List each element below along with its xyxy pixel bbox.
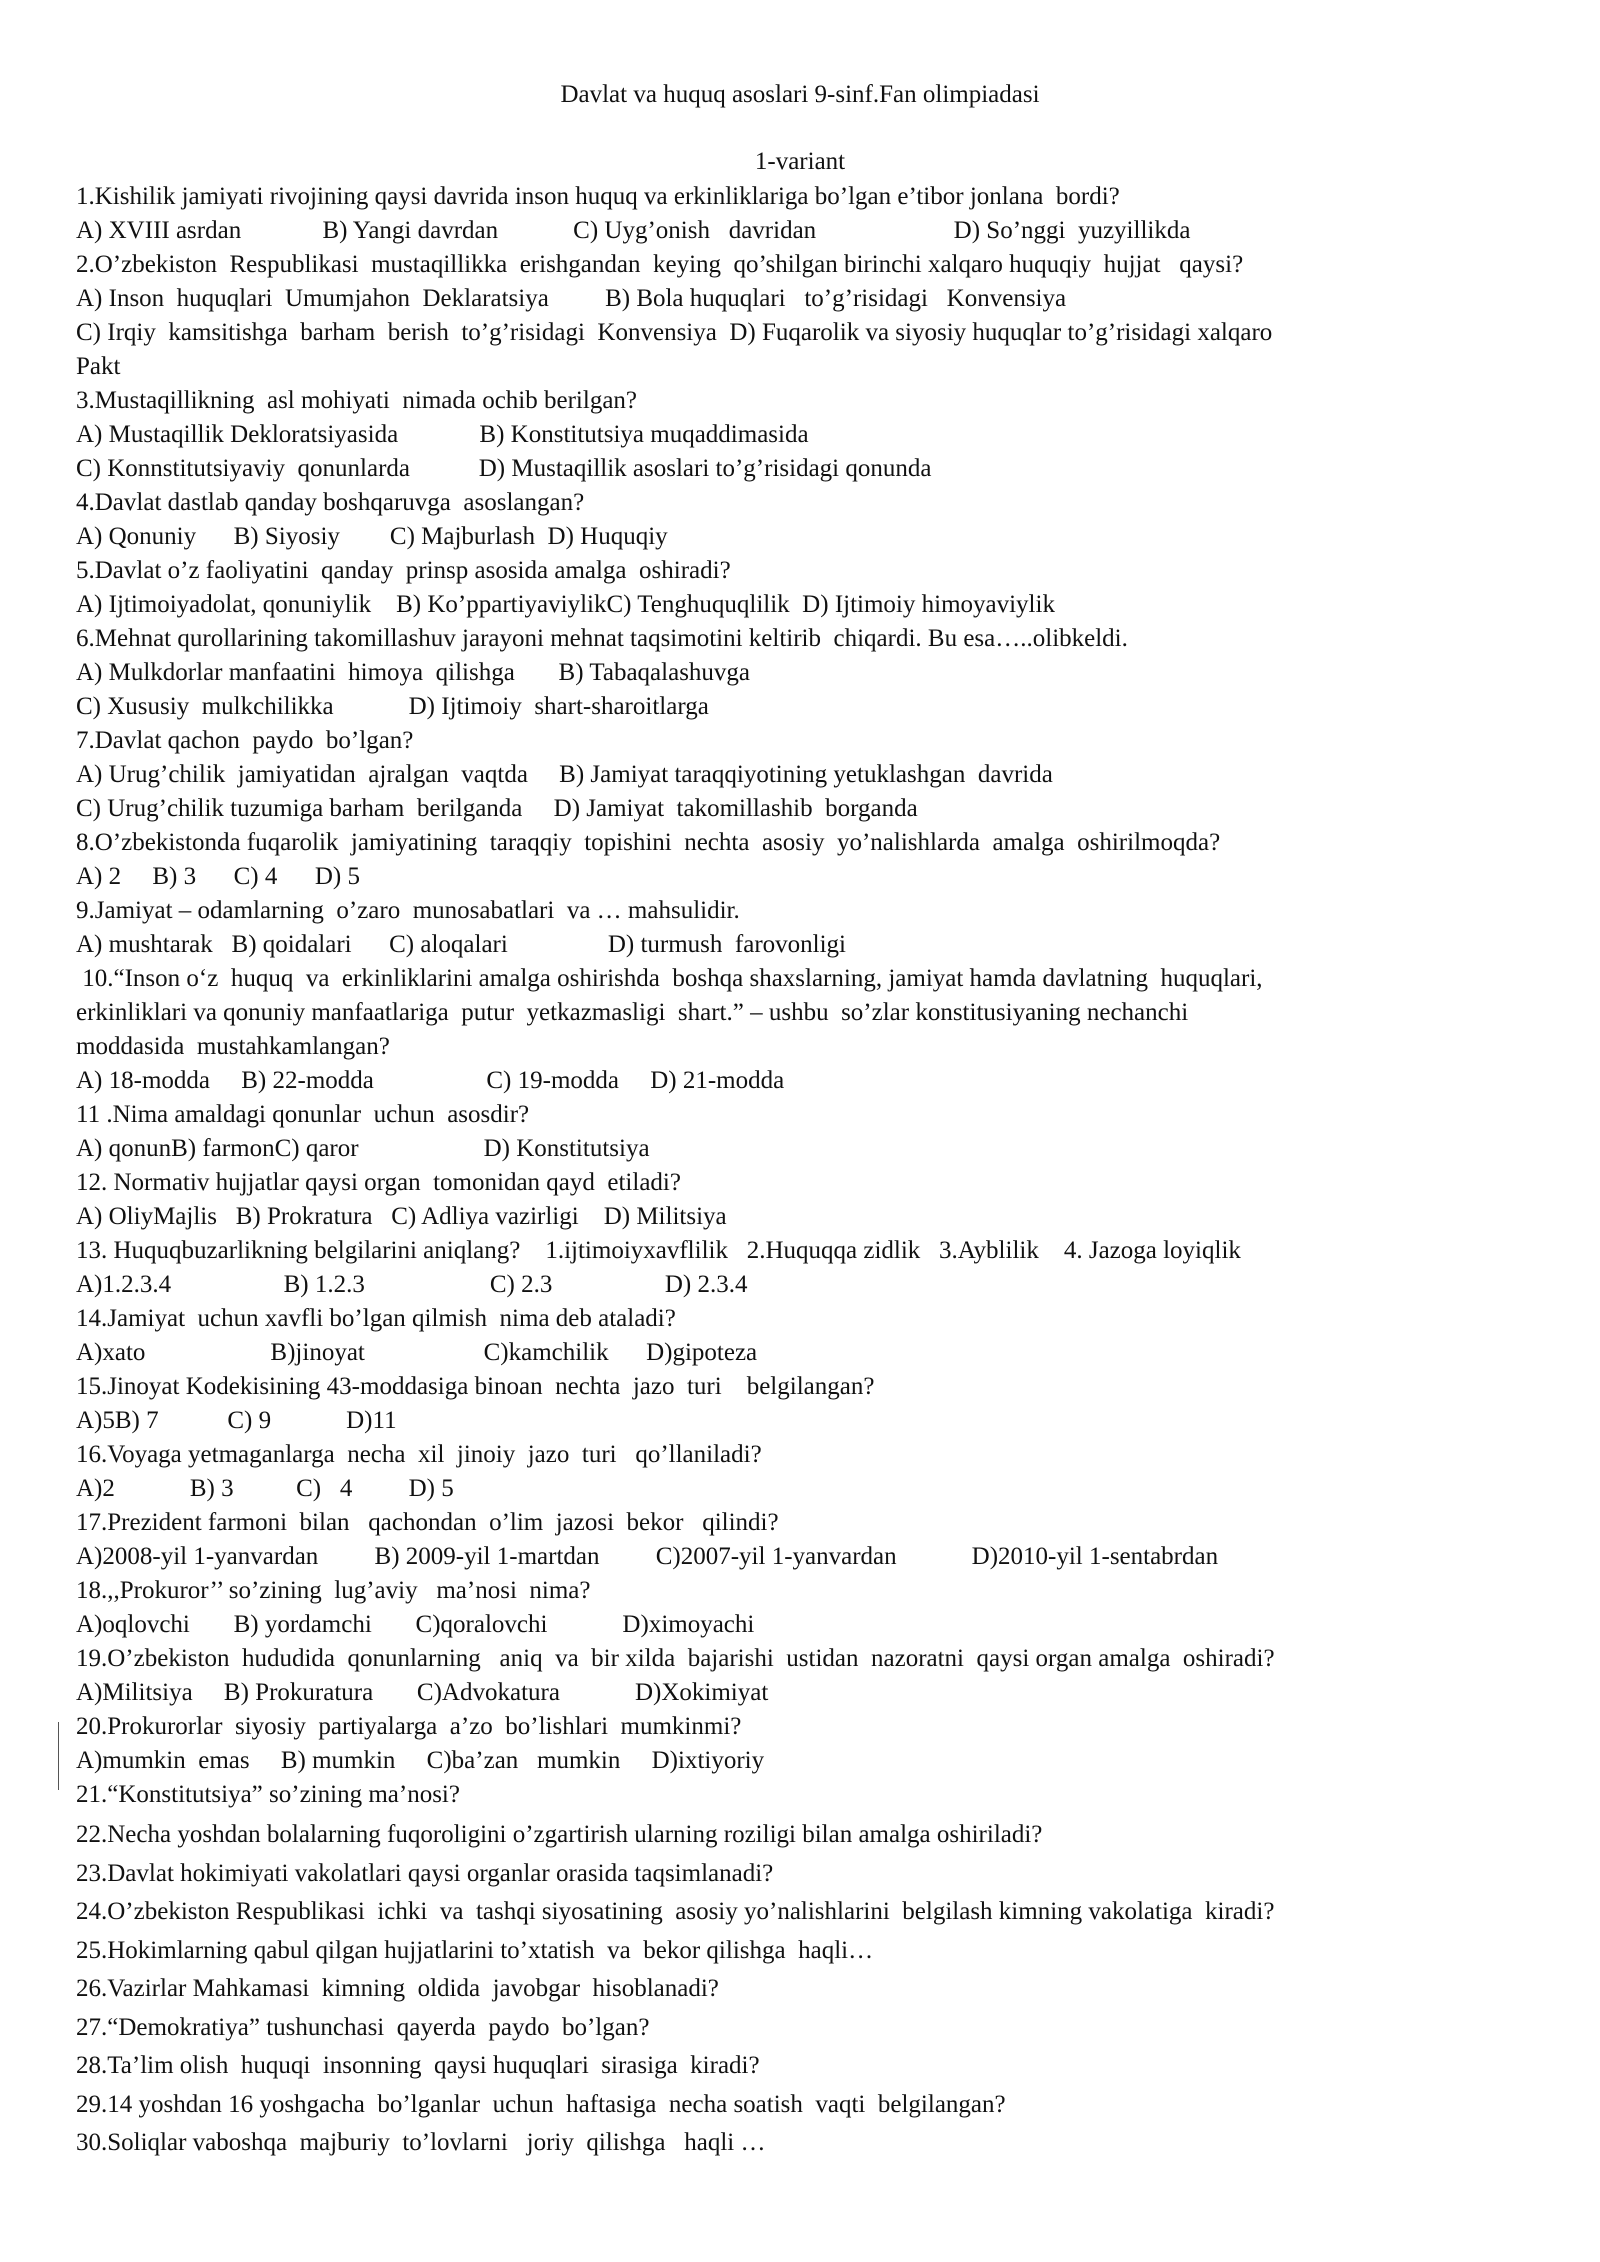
text-line: C) Urug’chilik tuzumiga barham berilganda D) Jamiyat takomillashib borganda [76,795,918,822]
text-line: A) Inson huquqlari Umumjahon Deklaratsiya B) Bola huquqlari to’g’risidagi Konvensiya [76,285,1067,312]
text-line: 26.Vazirlar Mahkamasi kimning oldida javobgar hisoblanadi? [76,1975,719,2002]
text-line: 28.Ta’lim olish huquqi insonning qaysi huquqlari sirasiga kiradi? [76,2052,760,2079]
text-line: 7.Davlat qachon paydo bo’lgan? [76,727,414,754]
questions-block-2 [76,1816,1546,2163]
text-line: 30.Soliqlar vaboshqa majburiy to’lovlarni joriy qilishga haqli … [76,2129,766,2156]
text-line: 5.Davlat o’z faoliyatini qanday prinsp asosida amalga oshiradi? [76,557,731,584]
text-line: Pakt [76,353,121,380]
text-line: erkinliklari va qonuniy manfaatlariga putur yetkazmasligi shart.” – ushbu so’zlar konstitusiyaning nechanchi [76,999,1189,1026]
text-line: A) Mulkdorlar manfaatini himoya qilishga B) Tabaqalashuvga [76,659,751,686]
text-line: A)xato B)jinoyat C)kamchilik D)gipoteza [76,1339,758,1366]
questions-body [76,180,1546,2163]
text-line: moddasida mustahkamlangan? [76,1033,390,1060]
text-line: 17.Prezident farmoni bilan qachondan o’lim jazosi bekor qilindi? [76,1509,779,1536]
text-line: 27.“Demokratiya” tushunchasi qayerda paydo bo’lgan? [76,2013,650,2041]
text-line: 14.Jamiyat uchun xavfli bo’lgan qilmish nima deb ataladi? [76,1305,676,1332]
text-line: A)2008-yil 1-yanvardan B) 2009-yil 1-martdan C)2007-yil 1-yanvardan D)2010-yil 1-sentabrdan [76,1543,1219,1570]
text-line: A) Mustaqillik Dekloratsiyasida B) Konstitutsiya muqaddimasida [76,421,809,448]
text-line: 6.Mehnat qurollarining takomillashuv jarayoni mehnat taqsimotini keltirib chiqardi. Bu esa…..olibkeldi. [76,625,1128,652]
text-line: A)2 B) 3 C) 4 D) 5 [76,1475,454,1502]
text-line: 3.Mustaqillikning asl mohiyati nimada ochib berilgan? [76,387,638,414]
text-line: A) OliyMajlis B) Prokratura C) Adliya vazirligi D) Militsiya [76,1203,727,1230]
text-line: A) Urug’chilik jamiyatidan ajralgan vaqtda B) Jamiyat taraqqiyotining yetuklashgan davrida [76,761,1053,788]
text-line: 1.Kishilik jamiyati rivojining qaysi davrida inson huquq va erkinliklariga bo’lgan e’tibor jonlana bordi? [76,183,1120,210]
text-line: A) 2 B) 3 C) 4 D) 5 [76,863,361,890]
text-line: 11 .Nima amaldagi qonunlar uchun asosdir? [76,1101,530,1128]
text-line: 10.“Inson o‘z huquq va erkinliklarini amalga oshirishda boshqa shaxslarning, jamiyat hamda davlatning huquqlari, [76,965,1263,992]
text-line: A) mushtarak B) qoidalari C) aloqalari D) turmush farovonligi [76,931,846,958]
text-line: A) XVIII asrdan B) Yangi davrdan C) Uyg’onish davridan D) So’nggi yuzyillikda [76,217,1191,244]
variant-label: 1-variant [754,148,846,175]
questions-block-1 [76,180,1546,1812]
text-line: 23.Davlat hokimiyati vakolatlari qaysi organlar orasida taqsimlanadi? [76,1859,774,1887]
text-line: 18.,,Prokuror’’ so’zining lug’aviy ma’nosi nima? [76,1577,591,1604]
text-line: C) Xususiy mulkchilikka D) Ijtimoiy shart-sharoitlarga [76,693,709,720]
text-line: 8.O’zbekistonda fuqarolik jamiyatining taraqqiy topishini nechta asosiy yo’nalishlarda amalga oshirilmoqda? [76,829,1221,856]
text-line: 15.Jinoyat Kodekisining 43-moddasiga binoan nechta jazo turi belgilangan? [76,1373,875,1400]
text-line: A) qonunB) farmonC) qaror D) Konstitutsiya [76,1135,650,1162]
text-line: A)mumkin emas B) mumkin C)ba’zan mumkin D)ixtiyoriy [76,1747,765,1774]
text-line: C) Konnstitutsiyaviy qonunlarda D) Mustaqillik asoslari to’g’risidagi qonunda [76,455,932,482]
text-line: 12. Normativ hujjatlar qaysi organ tomonidan qayd etiladi? [76,1169,681,1196]
text-line: 2.O’zbekiston Respublikasi mustaqillikka erishgandan keying qo’shilgan birinchi xalqaro huquqiy hujjat qaysi? [76,251,1244,278]
text-line: 29.14 yoshdan 16 yoshgacha bo’lganlar uchun haftasiga necha soatish vaqti belgilangan? [76,2090,1006,2118]
text-line: 16.Voyaga yetmaganlarga necha xil jinoiy jazo turi qo’llaniladi? [76,1441,762,1468]
text-line: 20.Prokurorlar siyosiy partiyalarga a’zo bo’lishlari mumkinmi? [76,1713,742,1740]
text-line: A)oqlovchi B) yordamchi C)qoralovchi D)ximoyachi [76,1611,755,1638]
text-line: A)5B) 7 C) 9 D)11 [76,1407,397,1434]
text-line: 25.Hokimlarning qabul qilgan hujjatlarini to’xtatish va bekor qilishga haqli… [76,1936,874,1964]
text-line: C) Irqiy kamsitishga barham berish to’g’risidagi Konvensiya D) Fuqarolik va siyosiy huquqlar to’g’risidagi xalqaro [76,319,1273,346]
text-line: 13. Huquqbuzarlikning belgilarini aniqlang? 1.ijtimoiyxavflilik 2.Huquqqa zidlik 3.Ayblilik 4. Jazoga loyiqlik [76,1237,1241,1264]
text-line: A) Qonuniy B) Siyosiy C) Majburlash D) Huquqiy [76,523,668,550]
text-line: A)Militsiya B) Prokuratura C)Advokatura D)Xokimiyat [76,1679,769,1706]
text-line: 9.Jamiyat – odamlarning o’zaro munosabatlari va … mahsulidir. [76,897,740,924]
text-line: A) 18-modda B) 22-modda C) 19-modda D) 21-modda [76,1067,785,1094]
text-line: 21.“Konstitutsiya” so’zining ma’nosi? [76,1781,460,1808]
text-line: 22.Necha yoshdan bolalarning fuqoroligini o’zgartirish ularning roziligi bilan amalga oshiriladi? [76,1821,1043,1848]
text-line: A)1.2.3.4 B) 1.2.3 C) 2.3 D) 2.3.4 [76,1271,748,1298]
document-title: Davlat va huquq asoslari 9-sinf.Fan olimpiadasi [560,81,1040,108]
margin-line [58,1722,59,1790]
text-line: A) Ijtimoiyadolat, qonuniylik B) Ko’ppartiyaviylikC) Tenghuquqlilik D) Ijtimoiy himoyaviylik [76,591,1055,618]
text-line: 24.O’zbekiston Respublikasi ichki va tashqi siyosatining asosiy yo’nalishlarini belgilash kimning vakolatiga kiradi? [76,1898,1275,1925]
text-line: 4.Davlat dastlab qanday boshqaruvga asoslangan? [76,489,585,516]
text-line: 19.O’zbekiston hududida qonunlarning aniq va bir xilda bajarishi ustidan nazoratni qaysi organ amalga oshiradi? [76,1645,1275,1672]
